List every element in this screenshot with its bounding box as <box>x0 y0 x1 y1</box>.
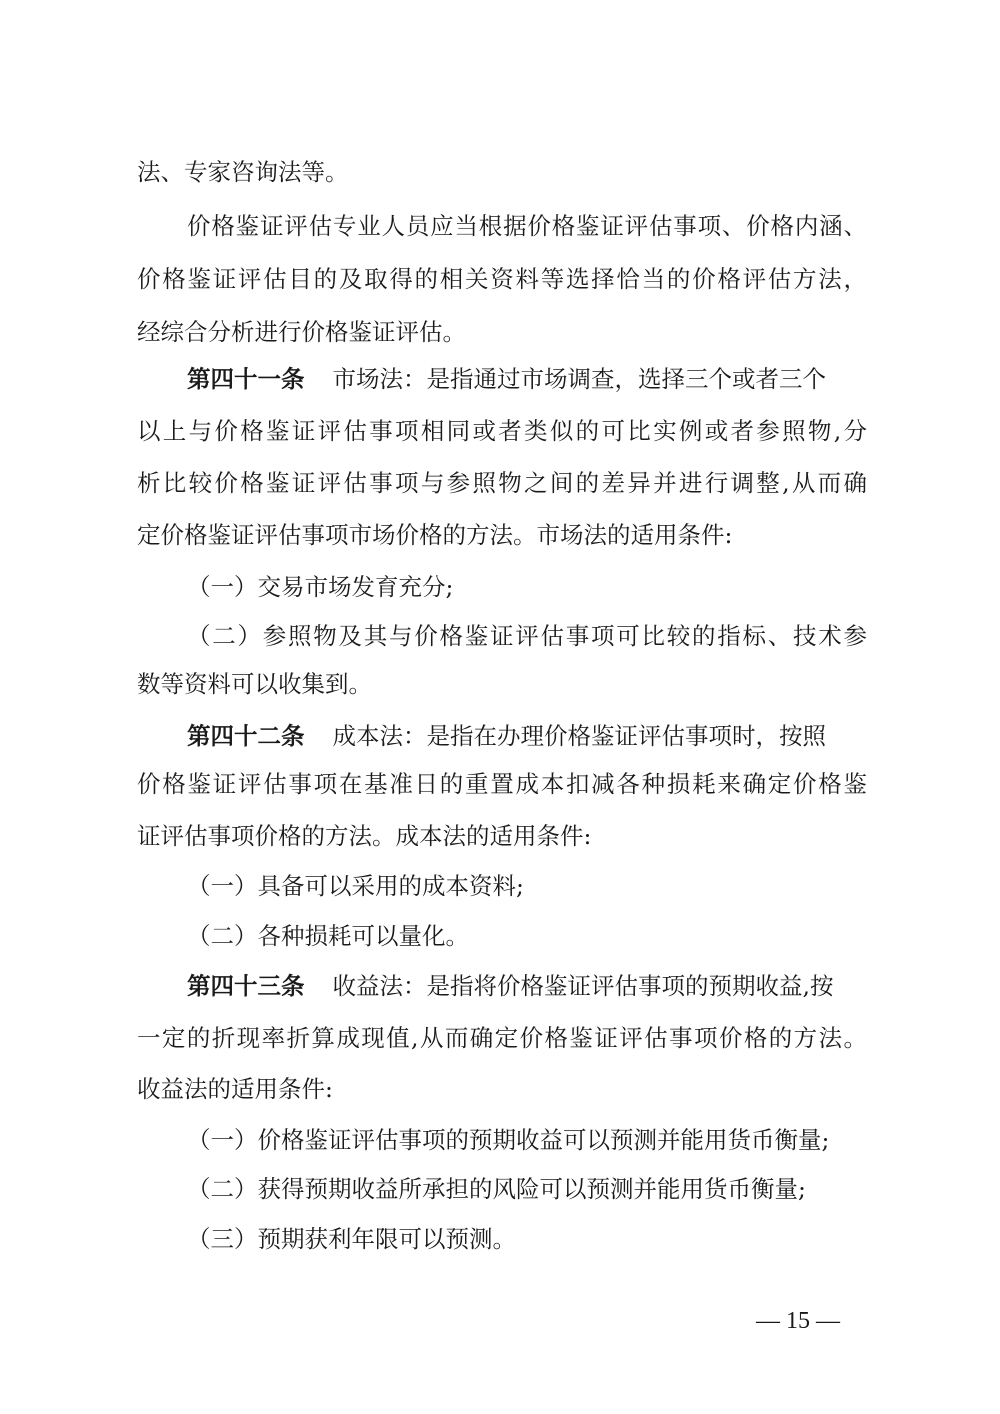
article-43-line <box>187 971 867 1001</box>
list-item: （一）具备可以采用的成本资料; <box>187 872 524 900</box>
article-43-heading: 第四十三条 <box>187 972 305 1000</box>
list-item: （二）参照物及其与价格鉴证评估事项可比较的指标、技术参 <box>187 622 867 650</box>
text-line: 价格鉴证评估专业人员应当根据价格鉴证评估事项、价格内涵、 <box>187 212 867 240</box>
text-line: 法、专家咨询法等。 <box>137 158 349 186</box>
list-item: （三）预期获利年限可以预测。 <box>187 1225 516 1253</box>
list-item: （一）价格鉴证评估事项的预期收益可以预测并能用货币衡量; <box>187 1126 830 1154</box>
list-item: （二）各种损耗可以量化。 <box>187 922 469 950</box>
text-line: 价格鉴证评估事项在基准日的重置成本扣减各种损耗来确定价格鉴 <box>137 770 867 798</box>
list-item: （二）获得预期收益所承担的风险可以预测并能用货币衡量; <box>187 1175 806 1203</box>
text-line: 以上与价格鉴证评估事项相同或者类似的可比实例或者参照物,分 <box>137 417 867 445</box>
text-line: 经综合分析进行价格鉴证评估。 <box>137 318 466 346</box>
text-line: 定价格鉴证评估事项市场价格的方法。市场法的适用条件: <box>137 521 733 549</box>
article-41-heading: 第四十一条 <box>187 365 305 393</box>
text-line: 数等资料可以收集到。 <box>137 670 372 698</box>
list-item: （一）交易市场发育充分; <box>187 573 454 601</box>
article-42-text: 成本法：是指在办理价格鉴证评估事项时，按照 <box>332 722 826 750</box>
article-42-heading: 第四十二条 <box>187 722 305 750</box>
text-line: 证评估事项价格的方法。成本法的适用条件: <box>137 822 592 850</box>
text-line: 一定的折现率折算成现值,从而确定价格鉴证评估事项价格的方法。 <box>137 1024 867 1052</box>
article-42-line <box>187 721 867 751</box>
article-41-line <box>187 364 867 394</box>
page-number: — 15 — <box>756 1308 840 1334</box>
text-line: 析比较价格鉴证评估事项与参照物之间的差异并进行调整,从而确 <box>137 469 867 497</box>
article-41-text: 市场法：是指通过市场调查，选择三个或者三个 <box>332 365 826 393</box>
text-line: 价格鉴证评估目的及取得的相关资料等选择恰当的价格评估方法， <box>137 265 867 293</box>
text-line: 收益法的适用条件: <box>137 1075 333 1103</box>
article-43-text: 收益法：是指将价格鉴证评估事项的预期收益,按 <box>332 972 834 1000</box>
